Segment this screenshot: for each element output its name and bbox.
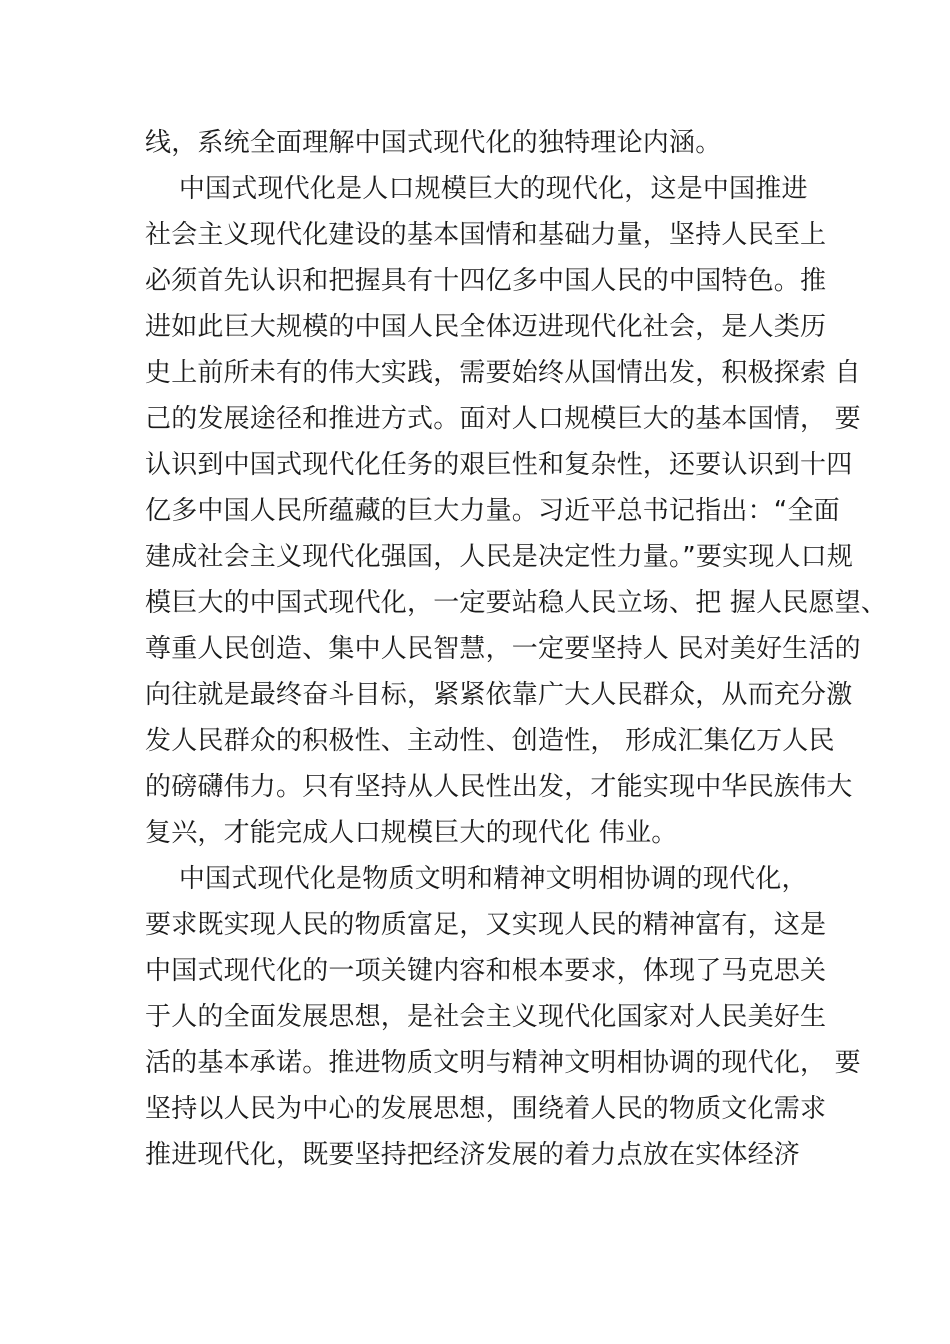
text-line: 进如此巨大规模的中国人民全体迈进现代化社会，是人类历	[145, 312, 827, 342]
text-line: 活的基本承诺。推进物质文明与精神文明相协调的现代化， 要	[145, 1048, 861, 1078]
text-line: 于人的全面发展思想，是社会主义现代化国家对人民美好生	[145, 1002, 827, 1032]
text-line: 建成社会主义现代化强国，人民是决定性力量。”要实现人口规	[145, 542, 854, 572]
text-line: 必须首先认识和把握具有十四亿多中国人民的中国特色。推	[145, 266, 827, 296]
text-line: 亿多中国人民所蕴藏的巨大力量。习近平总书记指出：“全面	[145, 496, 840, 526]
text-line: 中国式现代化的一项关键内容和根本要求，体现了马克思关	[145, 956, 827, 986]
text-line: 发人民群众的积极性、主动性、创造性， 形成汇集亿万人民	[145, 726, 835, 756]
text-line: 复兴，才能完成人口规模巨大的现代化 伟业。	[145, 818, 678, 848]
text-line: 的磅礴伟力。只有坚持从人民性出发，才能实现中华民族伟大	[145, 772, 853, 802]
text-line: 坚持以人民为中心的发展思想，围绕着人民的物质文化需求	[145, 1094, 827, 1124]
text-line: 社会主义现代化建设的基本国情和基础力量，坚持人民至上	[145, 220, 827, 250]
text-line: 推进现代化，既要坚持把经济发展的着力点放在实体经济	[145, 1140, 801, 1170]
text-line: 认识到中国式现代化任务的艰巨性和复杂性，还要认识到十四	[145, 450, 853, 480]
text-line: 己的发展途径和推进方式。面对人口规模巨大的基本国情， 要	[145, 404, 861, 434]
text-line: 中国式现代化是物质文明和精神文明相协调的现代化，	[145, 864, 808, 894]
text-line: 线，系统全面理解中国式现代化的独特理论内涵。	[145, 128, 722, 158]
text-line: 尊重人民创造、集中人民智慧，一定要坚持人 民对美好生活的	[145, 634, 861, 664]
text-line: 中国式现代化是人口规模巨大的现代化，这是中国推进	[145, 174, 808, 204]
text-line: 要求既实现人民的物质富足，又实现人民的精神富有，这是	[145, 910, 827, 940]
text-line: 向往就是最终奋斗目标，紧紧依靠广大人民群众，从而充分激	[145, 680, 853, 710]
text-line: 史上前所未有的伟大实践，需要始终从国情出发，积极探索 自	[145, 358, 861, 388]
text-line: 模巨大的中国式现代化，一定要站稳人民立场、把 握人民愿望、	[145, 588, 888, 618]
